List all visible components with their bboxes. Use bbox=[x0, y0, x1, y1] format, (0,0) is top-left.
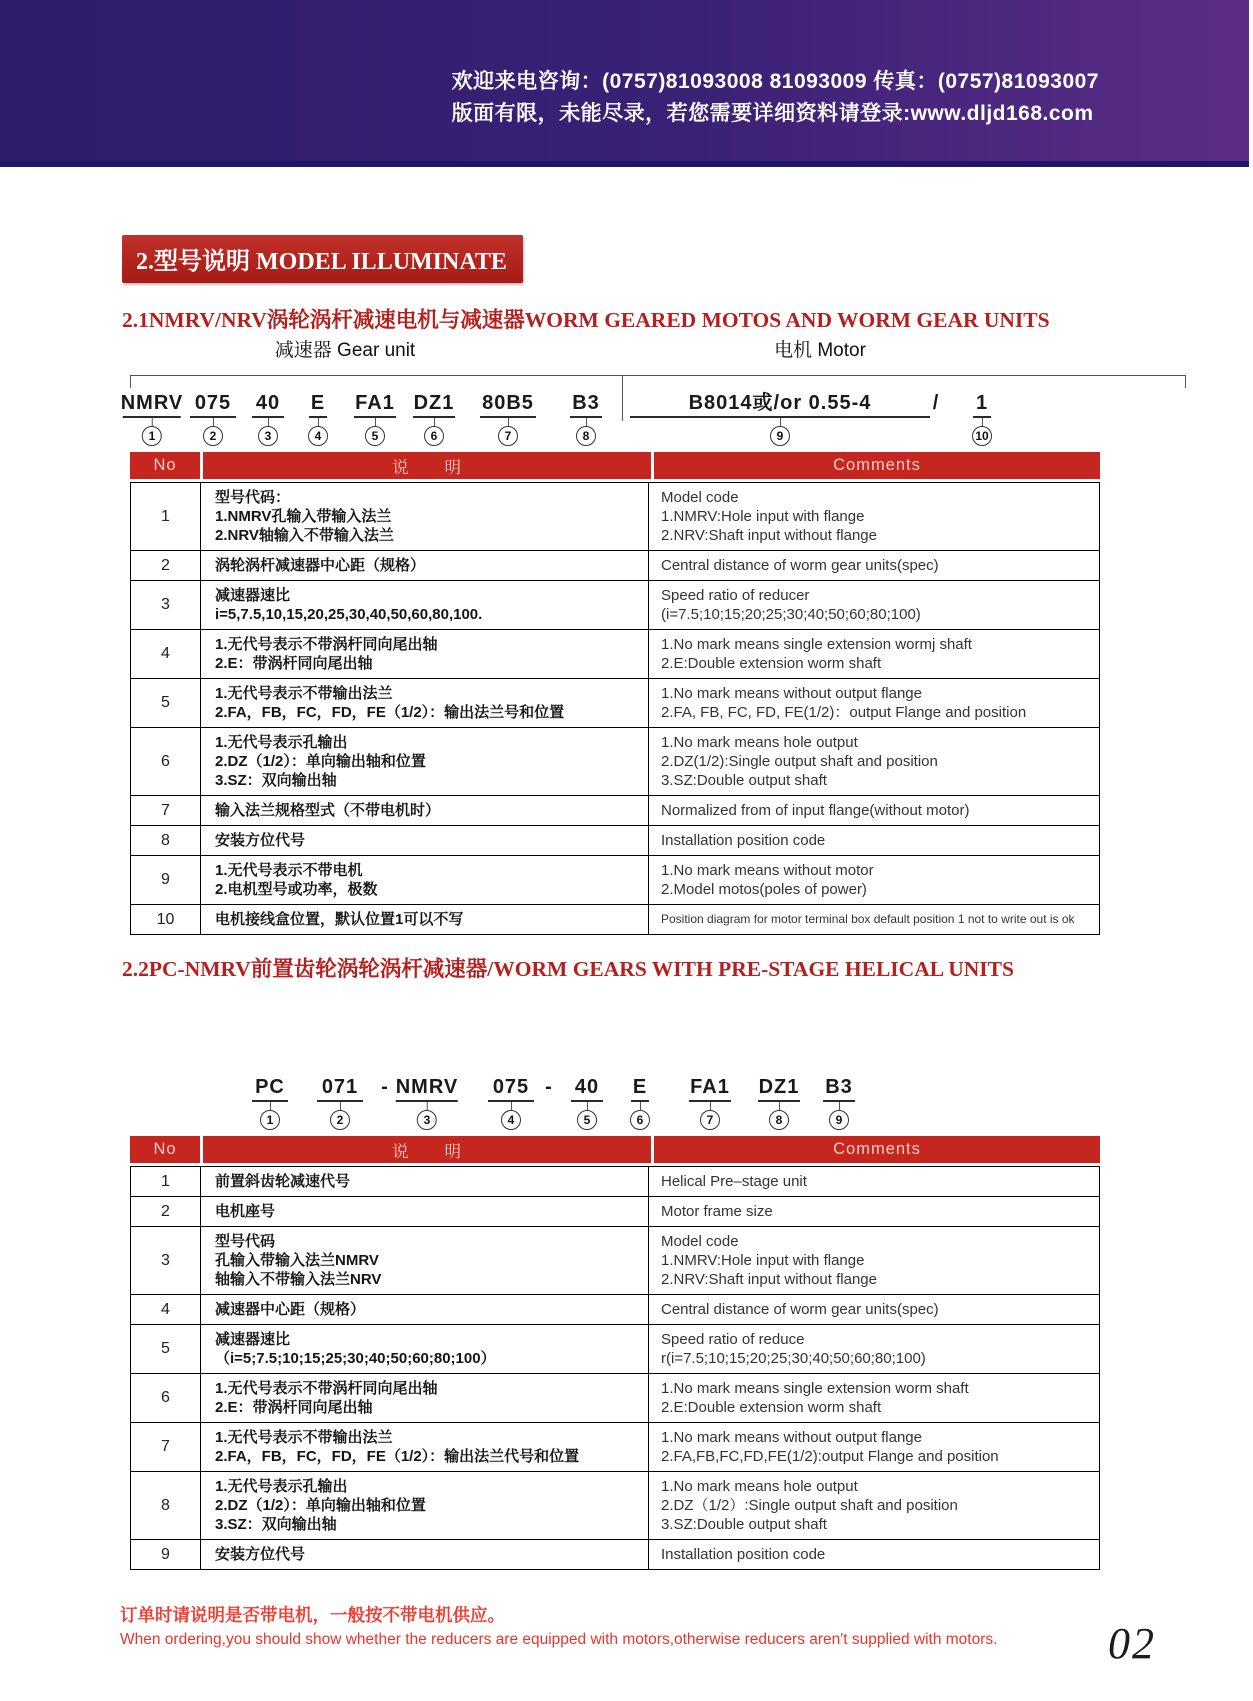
model-code-item bbox=[413, 391, 455, 446]
comment-line: 2.E:Double extension worm shaft bbox=[661, 655, 882, 672]
code-connector-line bbox=[511, 1102, 512, 1110]
model-code-text: 1 bbox=[975, 392, 989, 414]
model-code-text: E bbox=[632, 1076, 648, 1098]
table-row bbox=[131, 483, 1099, 550]
comment-line: 1.No mark means without motor bbox=[661, 862, 874, 879]
description-line: 减速器中心距（规格） bbox=[215, 1301, 366, 1318]
description-line: i=5,7.5,10,15,20,25,30,40,50,60,80,100. bbox=[215, 606, 483, 623]
row-number: 6 bbox=[131, 1374, 201, 1422]
comment-line: 3.SZ:Double output shaft bbox=[661, 772, 827, 789]
description-zh-cell bbox=[201, 630, 649, 678]
table2-body bbox=[130, 1166, 1100, 1570]
table-row bbox=[131, 795, 1099, 825]
row-number: 9 bbox=[131, 856, 201, 904]
table2-header-row bbox=[130, 1136, 1100, 1163]
model-code-text: FA1 bbox=[690, 1076, 730, 1098]
table-row bbox=[131, 678, 1099, 727]
model-code-item bbox=[488, 1075, 534, 1130]
model-code-text: / bbox=[932, 392, 940, 414]
table-row bbox=[131, 550, 1099, 580]
comments-en-cell bbox=[649, 1540, 1099, 1569]
table1-header-description: 说 明 bbox=[203, 452, 651, 479]
table-row bbox=[131, 825, 1099, 855]
comments-en-cell bbox=[649, 1227, 1099, 1294]
comment-line: 1.No mark means without output flange bbox=[661, 1429, 922, 1446]
description-zh-cell bbox=[201, 679, 649, 727]
table-row bbox=[131, 1422, 1099, 1471]
model-code-item bbox=[190, 391, 236, 446]
model-code-text: DZ1 bbox=[758, 1076, 800, 1098]
comments-en-cell bbox=[649, 856, 1099, 904]
comment-line: Installation position code bbox=[661, 1546, 826, 1563]
row-number: 4 bbox=[131, 630, 201, 678]
comments-en-cell bbox=[649, 1374, 1099, 1422]
section1-heading: 2.1NMRV/NRV涡轮涡杆减速电机与减速器WORM GEARED MOTOS AND WORM GEAR UNITS bbox=[122, 308, 1050, 332]
description-line: 2.FA，FB，FC，FD，FE（1/2）：输出法兰号和位置 bbox=[215, 704, 565, 721]
comments-en-cell bbox=[649, 1295, 1099, 1324]
code-connector-line bbox=[710, 1102, 711, 1110]
row-number: 7 bbox=[131, 796, 201, 825]
description-line: 2.FA，FB，FC，FD，FE（1/2）：输出法兰代号和位置 bbox=[215, 1448, 580, 1465]
comment-line: Model code bbox=[661, 1233, 739, 1250]
row-number: 10 bbox=[131, 905, 201, 934]
row-number: 1 bbox=[131, 1167, 201, 1196]
description-zh-cell bbox=[201, 1197, 649, 1226]
description-line: 2.E：带涡杆同向尾出轴 bbox=[215, 655, 373, 672]
comment-line: 1.NMRV:Hole input with flange bbox=[661, 508, 865, 525]
comment-line: Model code bbox=[661, 489, 739, 506]
table-row bbox=[131, 580, 1099, 629]
banner-contact-block bbox=[452, 66, 1099, 130]
ordering-note-zh: 订单时请说明是否带电机，一般按不带电机供应。 bbox=[120, 1605, 505, 1625]
model-code-item bbox=[972, 391, 992, 446]
model-code-item bbox=[630, 391, 930, 446]
comment-line: (i=7.5;10;15;20;25;30;40;50;60;80;100) bbox=[661, 606, 921, 623]
description-line: 2.电机型号或功率，极数 bbox=[215, 881, 378, 898]
comments-en-cell bbox=[649, 1423, 1099, 1471]
comment-line: Speed ratio of reducer bbox=[661, 587, 810, 604]
table-row bbox=[131, 855, 1099, 904]
table-row bbox=[131, 1373, 1099, 1422]
description-zh-cell bbox=[201, 905, 649, 934]
model-code-item bbox=[823, 1075, 855, 1130]
row-number: 1 bbox=[131, 483, 201, 550]
code-connector-line bbox=[508, 418, 509, 426]
description-zh-cell bbox=[201, 1374, 649, 1422]
description-line: 安装方位代号 bbox=[215, 832, 306, 849]
model-code-text: 071 bbox=[321, 1076, 359, 1098]
description-zh-cell bbox=[201, 856, 649, 904]
description-zh-cell bbox=[201, 1540, 649, 1569]
comment-line: 2.FA, FB, FC, FD, FE(1/2)：output Flange and position bbox=[661, 704, 1027, 721]
table-row bbox=[131, 1324, 1099, 1373]
table-row bbox=[131, 727, 1099, 795]
code-connector-line bbox=[268, 418, 269, 426]
ordering-note-en: When ordering,you should show whether the reducers are equipped with motors,otherwise reducers aren't supplied with motors. bbox=[120, 1631, 998, 1648]
table-row bbox=[131, 1471, 1099, 1539]
description-zh-cell bbox=[201, 1472, 649, 1539]
comments-en-cell bbox=[649, 483, 1099, 550]
model-code-text: PC bbox=[255, 1076, 285, 1098]
gear-unit-label: 减速器 Gear unit bbox=[274, 340, 416, 361]
code-index-badge: 1 bbox=[142, 426, 162, 446]
comments-en-cell bbox=[649, 796, 1099, 825]
model-code-text: 075 bbox=[492, 1076, 530, 1098]
section-title-text: 2.型号说明 MODEL ILLUMINATE bbox=[136, 249, 507, 275]
comment-line: Normalized from of input flange(without motor) bbox=[661, 802, 970, 819]
comments-en-cell bbox=[649, 728, 1099, 795]
description-line: 1.NMRV孔输入带输入法兰 bbox=[215, 508, 392, 525]
table2-header-description: 说 明 bbox=[203, 1136, 651, 1163]
page-number: 02 bbox=[1108, 1619, 1156, 1668]
description-zh-cell bbox=[201, 826, 649, 855]
description-line: 1.无代号表示不带电机 bbox=[215, 862, 363, 879]
description-line: 电机接线盒位置，默认位置1可以不写 bbox=[215, 911, 464, 928]
comment-line: 2.Model motos(poles of power) bbox=[661, 881, 867, 898]
model-code-item bbox=[571, 1075, 603, 1130]
description-line: 1.无代号表示孔输出 bbox=[215, 1478, 348, 1495]
top-banner bbox=[0, 0, 1249, 167]
code-index-badge: 2 bbox=[330, 1110, 350, 1130]
code-index-badge: 8 bbox=[576, 426, 596, 446]
model-code-item bbox=[354, 391, 396, 446]
description-zh-cell bbox=[201, 728, 649, 795]
table1-body bbox=[130, 482, 1100, 935]
description-line: 轴输入不带输入法兰NRV bbox=[215, 1271, 382, 1288]
description-line: 1.无代号表示不带涡杆同向尾出轴 bbox=[215, 636, 438, 653]
code-connector-line bbox=[982, 418, 983, 426]
model-code-text: - bbox=[545, 1076, 553, 1098]
code-index-badge: 9 bbox=[829, 1110, 849, 1130]
bracket-right-tick bbox=[1185, 375, 1186, 388]
model-code-item bbox=[308, 391, 328, 446]
code-index-badge: 5 bbox=[577, 1110, 597, 1130]
comments-en-cell bbox=[649, 581, 1099, 629]
description-zh-cell bbox=[201, 1227, 649, 1294]
comment-line: Speed ratio of reduce bbox=[661, 1331, 805, 1348]
model-code-item bbox=[252, 391, 284, 446]
row-number: 7 bbox=[131, 1423, 201, 1471]
code-connector-line bbox=[318, 418, 319, 426]
code-connector-line bbox=[340, 1102, 341, 1110]
model-code-item bbox=[252, 1075, 288, 1130]
description-zh-cell bbox=[201, 1167, 649, 1196]
model-code-item bbox=[758, 1075, 800, 1130]
description-line: 2.NRV轴输入不带输入法兰 bbox=[215, 527, 394, 544]
comments-en-cell bbox=[649, 905, 1099, 934]
comments-en-cell bbox=[649, 1325, 1099, 1373]
model-code-text: 40 bbox=[255, 392, 281, 414]
description-line: 3.SZ：双向输出轴 bbox=[215, 1516, 337, 1533]
code-index-badge: 10 bbox=[972, 426, 992, 446]
row-number: 5 bbox=[131, 1325, 201, 1373]
comment-line: 1.No mark means without output flange bbox=[661, 685, 922, 702]
comments-en-cell bbox=[649, 1167, 1099, 1196]
code-index-badge: 5 bbox=[365, 426, 385, 446]
model-code-item bbox=[545, 1075, 553, 1099]
comment-line: 2.DZ(1/2):Single output shaft and position bbox=[661, 753, 938, 770]
description-line: 孔输入带输入法兰NMRV bbox=[215, 1252, 379, 1269]
model-code-text: E bbox=[310, 392, 326, 414]
comment-line: 2.NRV:Shaft input without flange bbox=[661, 1271, 877, 1288]
description-line: 型号代码 bbox=[215, 1233, 276, 1250]
row-number: 8 bbox=[131, 826, 201, 855]
comment-line: Motor frame size bbox=[661, 1203, 773, 1220]
table-row bbox=[131, 904, 1099, 934]
row-number: 2 bbox=[131, 1197, 201, 1226]
model-code-item bbox=[630, 1075, 650, 1130]
table-row bbox=[131, 1294, 1099, 1324]
section2-heading: 2.2PC-NMRV前置齿轮涡轮涡杆减速器/WORM GEARS WITH PRE-STAGE HELICAL UNITS bbox=[122, 957, 1014, 981]
code-connector-line bbox=[780, 418, 781, 426]
code-connector-line bbox=[270, 1102, 271, 1110]
description-line: 前置斜齿轮减速代号 bbox=[215, 1173, 351, 1190]
row-number: 2 bbox=[131, 551, 201, 580]
comment-line: 2.E:Double extension worm shaft bbox=[661, 1399, 882, 1416]
description-line: 减速器速比 bbox=[215, 1331, 291, 1348]
model-code-diagram-1 bbox=[0, 335, 1253, 465]
comment-line: Central distance of worm gear units(spec) bbox=[661, 557, 939, 574]
code-connector-line bbox=[839, 1102, 840, 1110]
description-line: 减速器速比 bbox=[215, 587, 291, 604]
model-code-item bbox=[121, 391, 184, 446]
code-connector-line bbox=[586, 418, 587, 426]
description-zh-cell bbox=[201, 1295, 649, 1324]
contact-phone-line: 欢迎来电咨询：(0757)81093008 81093009 传真：(0757)81093007 bbox=[451, 70, 1099, 93]
comment-line: Position diagram for motor terminal box default position 1 not to write out is ok bbox=[661, 912, 1075, 926]
comment-line: Central distance of worm gear units(spec) bbox=[661, 1301, 939, 1318]
code-index-badge: 6 bbox=[424, 426, 444, 446]
row-number: 9 bbox=[131, 1540, 201, 1569]
code-index-badge: 8 bbox=[769, 1110, 789, 1130]
comment-line: Installation position code bbox=[661, 832, 826, 849]
model-code-text: DZ1 bbox=[413, 392, 455, 414]
comment-line: 2.NRV:Shaft input without flange bbox=[661, 527, 877, 544]
description-zh-cell bbox=[201, 1423, 649, 1471]
code-index-badge: 4 bbox=[308, 426, 328, 446]
description-line: 涡轮涡杆减速器中心距（规格） bbox=[215, 557, 426, 574]
group-bracket-line bbox=[130, 375, 1185, 376]
code-index-badge: 4 bbox=[501, 1110, 521, 1130]
code-connector-line bbox=[427, 1102, 428, 1110]
model-code-item bbox=[317, 1075, 363, 1130]
comment-line: 1.No mark means hole output bbox=[661, 1478, 858, 1495]
model-code-text: 80B5 bbox=[482, 392, 534, 414]
ordering-note bbox=[120, 1602, 997, 1652]
model-code-item bbox=[933, 391, 940, 415]
model-code-item bbox=[396, 1075, 459, 1130]
model-code-item bbox=[689, 1075, 731, 1130]
table1-header-no: No bbox=[130, 452, 200, 479]
description-line: 2.E：带涡杆同向尾出轴 bbox=[215, 1399, 373, 1416]
description-zh-cell bbox=[201, 581, 649, 629]
description-line: 3.SZ：双向输出轴 bbox=[215, 772, 337, 789]
description-line: 1.无代号表示不带涡杆同向尾出轴 bbox=[215, 1380, 438, 1397]
description-line: （i=5;7.5;10;15;25;30;40;50;60;80;100） bbox=[215, 1350, 496, 1367]
model-code-item bbox=[480, 391, 536, 446]
row-number: 3 bbox=[131, 1227, 201, 1294]
table-row bbox=[131, 1226, 1099, 1294]
row-number: 6 bbox=[131, 728, 201, 795]
description-zh-cell bbox=[201, 483, 649, 550]
code-connector-line bbox=[640, 1102, 641, 1110]
comments-en-cell bbox=[649, 826, 1099, 855]
table-row bbox=[131, 1167, 1099, 1196]
description-line: 型号代码： bbox=[215, 489, 291, 506]
code-index-badge: 7 bbox=[700, 1110, 720, 1130]
bracket-left-tick bbox=[130, 375, 131, 388]
row-number: 3 bbox=[131, 581, 201, 629]
comments-en-cell bbox=[649, 1197, 1099, 1226]
website-line: 版面有限，未能尽录，若您需要详细资料请登录:www.dljd168.com bbox=[451, 102, 1094, 125]
model-code-text: FA1 bbox=[355, 392, 395, 414]
table-row bbox=[131, 629, 1099, 678]
description-line: 电机座号 bbox=[215, 1203, 276, 1220]
description-line: 2.DZ（1/2）：单向输出轴和位置 bbox=[215, 1497, 426, 1514]
code-connector-line bbox=[587, 1102, 588, 1110]
model-code-text: - bbox=[381, 1076, 389, 1098]
comment-line: 2.FA,FB,FC,FD,FE(1/2):output Flange and position bbox=[661, 1448, 999, 1465]
model-code-text: NMRV bbox=[395, 1076, 459, 1098]
model-code-text: B3 bbox=[572, 392, 600, 414]
table2-header-comments: Comments bbox=[654, 1136, 1100, 1163]
code-index-badge: 3 bbox=[417, 1110, 437, 1130]
code-index-badge: 3 bbox=[258, 426, 278, 446]
table-row bbox=[131, 1539, 1099, 1569]
model-table-2 bbox=[130, 1136, 1100, 1570]
code-index-badge: 9 bbox=[770, 426, 790, 446]
comment-line: Helical Pre–stage unit bbox=[661, 1173, 807, 1190]
comments-en-cell bbox=[649, 551, 1099, 580]
motor-label: 电机 Motor bbox=[774, 340, 866, 361]
code-connector-line bbox=[779, 1102, 780, 1110]
code-index-badge: 7 bbox=[498, 426, 518, 446]
model-code-text: 40 bbox=[574, 1076, 600, 1098]
comment-line: 3.SZ:Double output shaft bbox=[661, 1516, 827, 1533]
section-title-box bbox=[122, 235, 523, 283]
row-number: 5 bbox=[131, 679, 201, 727]
code-index-badge: 2 bbox=[203, 426, 223, 446]
comment-line: 1.No mark means single extension wormj shaft bbox=[661, 636, 972, 653]
code-connector-line bbox=[213, 418, 214, 426]
row-number: 8 bbox=[131, 1472, 201, 1539]
model-code-item bbox=[381, 1075, 389, 1099]
comment-line: r(i=7.5;10;15;20;25;30;40;50;60;80;100) bbox=[661, 1350, 926, 1367]
description-zh-cell bbox=[201, 796, 649, 825]
description-line: 1.无代号表示孔输出 bbox=[215, 734, 348, 751]
description-line: 1.无代号表示不带输出法兰 bbox=[215, 685, 393, 702]
comments-en-cell bbox=[649, 630, 1099, 678]
description-zh-cell bbox=[201, 1325, 649, 1373]
code-index-badge: 1 bbox=[260, 1110, 280, 1130]
code-connector-line bbox=[375, 418, 376, 426]
comment-line: 1.NMRV:Hole input with flange bbox=[661, 1252, 865, 1269]
description-line: 2.DZ（1/2）：单向输出轴和位置 bbox=[215, 753, 426, 770]
model-table-1 bbox=[130, 452, 1100, 935]
comments-en-cell bbox=[649, 679, 1099, 727]
description-line: 输入法兰规格型式（不带电机时） bbox=[215, 802, 441, 819]
code-index-badge: 6 bbox=[630, 1110, 650, 1130]
description-line: 安装方位代号 bbox=[215, 1546, 306, 1563]
code-connector-line bbox=[152, 418, 153, 426]
description-zh-cell bbox=[201, 551, 649, 580]
model-code-text: B8014或/or 0.55-4 bbox=[688, 392, 872, 414]
comment-line: 1.No mark means single extension worm shaft bbox=[661, 1380, 969, 1397]
model-code-text: 075 bbox=[194, 392, 232, 414]
description-line: 1.无代号表示不带输出法兰 bbox=[215, 1429, 393, 1446]
comment-line: 2.DZ（1/2）:Single output shaft and position bbox=[661, 1497, 958, 1514]
table1-header-row bbox=[130, 452, 1100, 479]
model-code-text: NMRV bbox=[120, 392, 184, 414]
table1-header-comments: Comments bbox=[654, 452, 1100, 479]
row-number: 4 bbox=[131, 1295, 201, 1324]
comment-line: 1.No mark means hole output bbox=[661, 734, 858, 751]
model-code-text: B3 bbox=[825, 1076, 853, 1098]
table2-header-no: No bbox=[130, 1136, 200, 1163]
table-row bbox=[131, 1196, 1099, 1226]
comments-en-cell bbox=[649, 1472, 1099, 1539]
model-code-item bbox=[570, 391, 602, 446]
code-connector-line bbox=[434, 418, 435, 426]
